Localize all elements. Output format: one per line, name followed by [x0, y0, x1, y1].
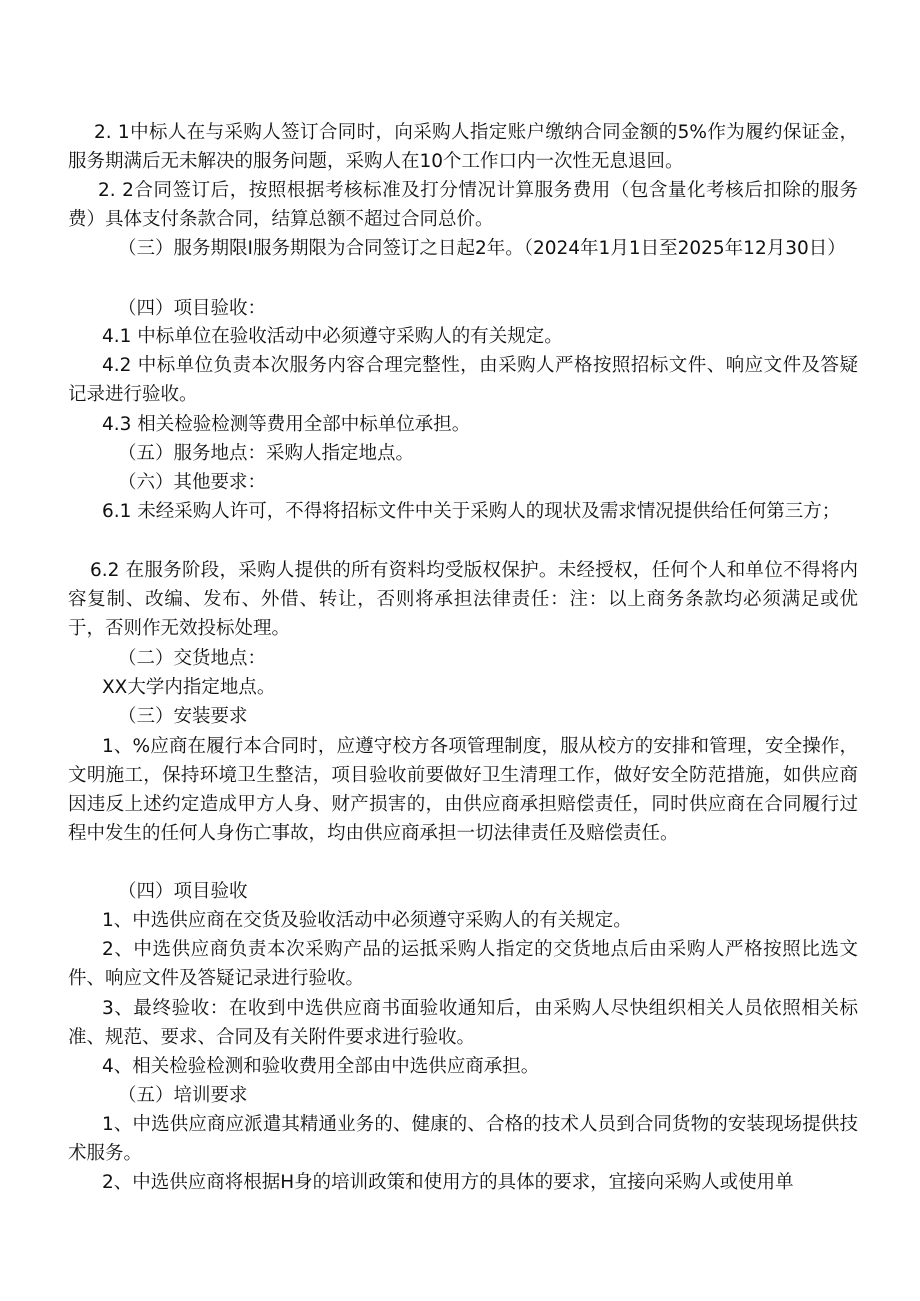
- heading-training-requirements: （五）培训要求: [118, 1085, 248, 1106]
- heading-project-acceptance-2: （四）项目验收: [118, 881, 248, 902]
- training-paragraph-1: 1、中选供应商应派遣其精通业务的、健康的、合格的技术人员到合同货物的安装现场提供技术服务。: [68, 1114, 858, 1164]
- acceptance-paragraph-4: 4、相关检验检测和验收费用全部由中选供应商承担。: [102, 1056, 540, 1077]
- acceptance-paragraph-3: 3、最终验收：在收到中选供应商书面验收通知后，由采购人尽快组织相关人员依照相关标准、规范、要求、合同及有关附件要求进行验收。: [68, 998, 858, 1048]
- paragraph-6-1: 6.1 未经采购人许可，不得将招标文件中关于采购人的现状及需求情况提供给任何第三方；: [102, 501, 841, 522]
- heading-installation-requirements: （三）安装要求: [118, 706, 248, 727]
- paragraph-4-1: 4.1 中标单位在验收活动中必须遵守采购人的有关规定。: [102, 326, 563, 347]
- heading-project-acceptance: （四）项目验收：: [118, 298, 267, 319]
- heading-service-location: （五）服务地点：采购人指定地点。: [118, 443, 415, 464]
- paragraph-4-3: 4.3 相关检验检测等费用全部中标单位承担。: [102, 414, 471, 435]
- paragraph-2-1: 2. 1中标人在与采购人签订合同时，向采购人指定账户缴纳合同金额的5%作为履约保证金，服务期满后无未解决的服务问题，采购人在10个工作口内一次性无息退回。: [68, 122, 858, 172]
- heading-other-requirements: （六）其他要求：: [118, 472, 267, 493]
- acceptance-paragraph-1: 1、中选供应商在交货及验收活动中必须遵守采购人的有关规定。: [102, 910, 632, 931]
- paragraph-6-2: 6.2 在服务阶段，采购人提供的所有资料均受版权保护。未经授权，任何个人和单位不得将内容复制、改编、发布、外借、转让，否则将承担法律责任：注：以上商务条款均必须满足或优于，否则作无效投标处理。: [68, 560, 858, 639]
- heading-service-period: （三）服务期限I服务期限为合同签订之日起2年。（2024年1月1日至2025年12月30日）: [118, 238, 846, 259]
- heading-delivery-location: （二）交货地点：: [118, 648, 267, 669]
- installation-paragraph-1: 1、%应商在履行本合同时，应遵守校方各项管理制度，服从校方的安排和管理，安全操作，文明施工，保持环境卫生整洁，项目验收前要做好卫生清理工作，做好安全防范措施，如供应商因违反上述约定造成甲方人身、财产损害的，由供应商承担赔偿责任，同时供应商在合同履行过程中发生的任何人身伤亡事故，均由供应商承担一切法律责任及赔偿责任。: [68, 736, 858, 844]
- delivery-location-text: XX大学内指定地点。: [102, 677, 276, 698]
- paragraph-4-2: 4.2 中标单位负责本次服务内容合理完整性，由采购人严格按照招标文件、响应文件及答疑记录进行验收。: [68, 355, 858, 405]
- paragraph-2-2: 2. 2合同签订后，按照根据考核标准及打分情况计算服务费用（包含量化考核后扣除的服务费）具体支付条款合同，结算总额不超过合同总价。: [68, 180, 858, 230]
- training-paragraph-2: 2、中选供应商将根据H身的培训政策和使用方的具体的要求，宜接向采购人或使用单: [102, 1172, 794, 1193]
- acceptance-paragraph-2: 2、中选供应商负责本次采购产品的运抵采购人指定的交货地点后由采购人严格按照比选文件、响应文件及答疑记录进行验收。: [68, 939, 858, 989]
